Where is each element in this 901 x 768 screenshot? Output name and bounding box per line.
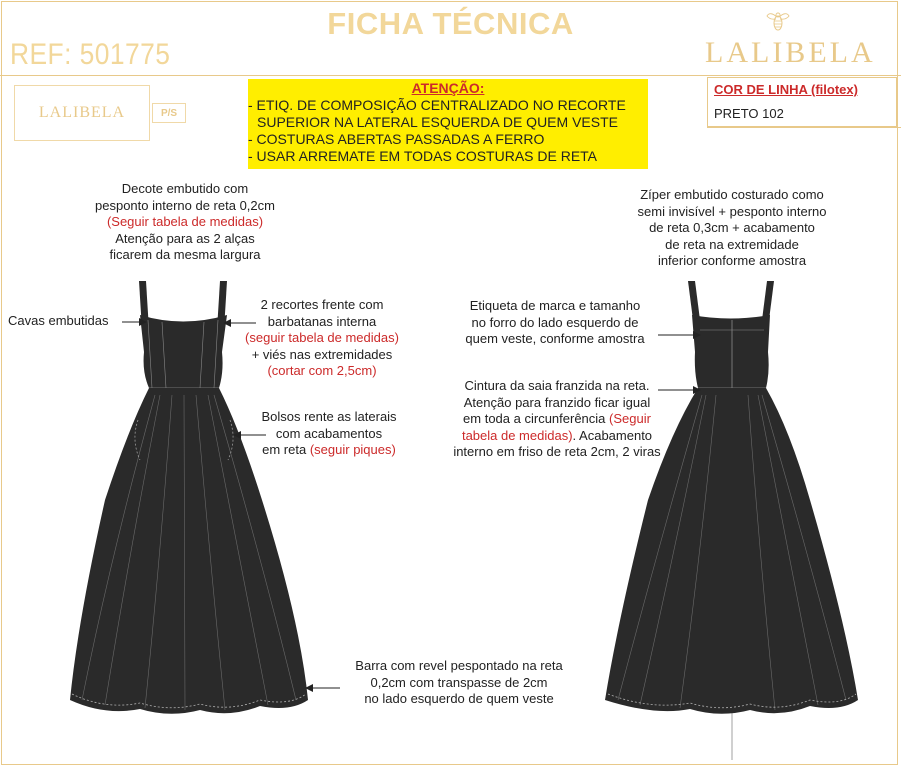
note-line: Cintura da saia franzida na reta. bbox=[464, 378, 650, 393]
note-line: Bolsos rente as laterais bbox=[261, 409, 397, 424]
back-strap-right bbox=[762, 281, 774, 320]
note-text-red: (Seguir bbox=[609, 411, 651, 426]
note-text-red: tabela de medidas) bbox=[461, 427, 573, 443]
brand-logo: LALIBELA bbox=[705, 36, 876, 69]
cuts-note bbox=[232, 297, 412, 380]
attention-line: - COSTURAS ABERTAS PASSADAS A FERRO bbox=[248, 131, 545, 147]
hem-note bbox=[334, 658, 584, 708]
note-line-red: (Seguir tabela de medidas) bbox=[106, 214, 264, 229]
note-line-red: (cortar com 2,5cm) bbox=[267, 363, 377, 378]
brand-label-text: LALIBELA bbox=[38, 104, 126, 121]
attention-line: - USAR ARREMATE EM TODAS COSTURAS DE RETA bbox=[248, 148, 598, 164]
attention-line: SUPERIOR NA LATERAL ESQUERDA DE QUEM VESTE bbox=[257, 114, 618, 130]
note-line: Etiqueta de marca e tamanho bbox=[469, 298, 641, 313]
thread-color-value: PRETO 102 bbox=[714, 106, 784, 121]
pockets-note bbox=[244, 409, 414, 459]
note-line-red: (seguir tabela de medidas) bbox=[245, 330, 399, 345]
zipper-note bbox=[622, 187, 842, 270]
note-line: Zíper embutido costurado como bbox=[640, 187, 824, 202]
note-line: Atenção para as 2 alças bbox=[115, 230, 255, 246]
note-line: pesponto interno de reta 0,2cm bbox=[95, 197, 275, 213]
attention-title: ATENÇÃO: bbox=[411, 80, 485, 96]
waist-note bbox=[436, 378, 678, 461]
note-text: . Acabamento bbox=[572, 427, 653, 443]
note-line: inferior conforme amostra bbox=[657, 253, 807, 268]
note-line: no forro do lado esquerdo de bbox=[471, 314, 639, 330]
note-line: no lado esquerdo de quem veste bbox=[364, 691, 554, 706]
reference-code: REF: 501775 bbox=[10, 38, 171, 71]
back-dress-drawing bbox=[605, 281, 858, 760]
note-line: 0,2cm com transpasse de 2cm bbox=[370, 674, 548, 690]
tag-note bbox=[448, 298, 662, 348]
note-line-mixed bbox=[436, 428, 678, 445]
note-line: com acabamentos bbox=[275, 425, 383, 441]
note-line: Barra com revel pespontado na reta bbox=[355, 658, 563, 673]
note-text: em toda a circunferência bbox=[463, 411, 606, 426]
note-line-mixed bbox=[436, 411, 678, 428]
note-line: 2 recortes frente com bbox=[260, 297, 384, 312]
note-line: barbatanas interna bbox=[267, 313, 377, 329]
note-line-mixed bbox=[244, 442, 414, 459]
note-line: semi invisível + pesponto interno bbox=[637, 203, 827, 219]
armholes-note: Cavas embutidas bbox=[8, 313, 109, 328]
size-label-text: P/S bbox=[160, 107, 178, 119]
note-line: + viés nas extremidades bbox=[251, 346, 393, 362]
attention-line: - ETIQ. DE COMPOSIÇÃO CENTRALIZADO NO RECORTE bbox=[248, 97, 626, 113]
back-strap-left bbox=[688, 281, 700, 320]
note-line: Decote embutido com bbox=[121, 181, 249, 196]
note-line: quem veste, conforme amostra bbox=[465, 331, 645, 346]
neckline-note bbox=[80, 181, 290, 264]
note-line: Atenção para franzido ficar igual bbox=[463, 394, 651, 410]
note-text-red: (seguir piques) bbox=[309, 442, 396, 457]
back-bodice bbox=[692, 315, 770, 388]
front-bodice bbox=[140, 315, 227, 388]
note-text: em reta bbox=[262, 442, 307, 457]
note-line: de reta 0,3cm + acabamento bbox=[649, 220, 815, 235]
note-line: de reta na extremidade bbox=[665, 236, 799, 252]
note-line: interno em friso de reta 2cm, 2 viras bbox=[453, 444, 661, 459]
thread-color-title: COR DE LINHA (filotex) bbox=[714, 82, 858, 97]
note-line: ficarem da mesma largura bbox=[109, 247, 261, 262]
page-title: FICHA TÉCNICA bbox=[327, 6, 574, 41]
